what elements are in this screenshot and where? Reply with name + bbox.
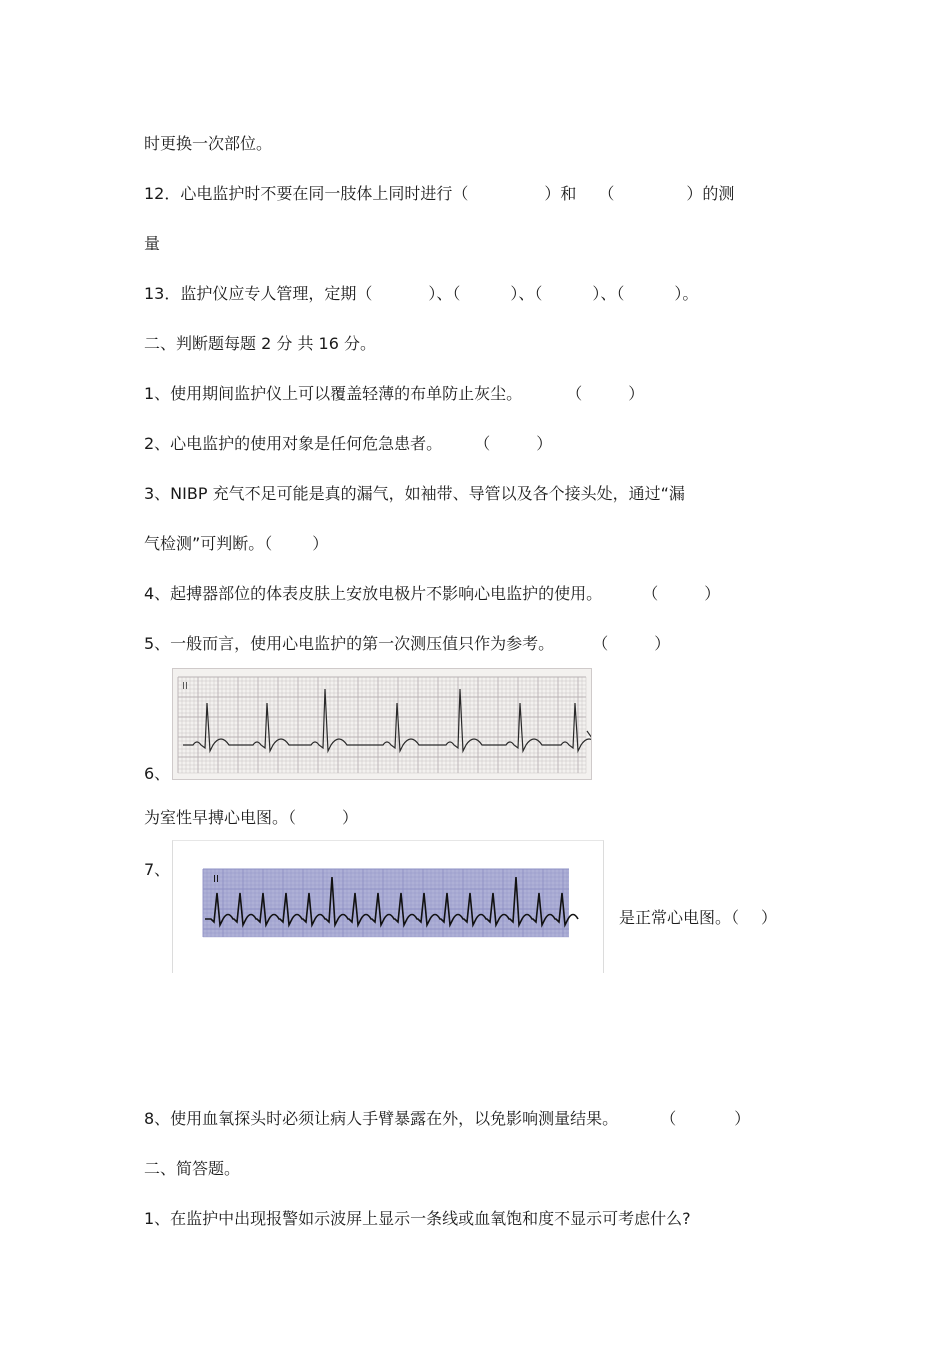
q13-text-c: ）、（ [510,284,543,303]
ecg-strip-normal [172,840,604,973]
section-heading-judgement [144,334,376,354]
ecg-image [173,669,591,779]
paren-close: ） [342,808,359,827]
judgement-6-number [144,764,170,784]
j7-text: 是正常心电图。（ [619,908,740,927]
q13-text-b: ）、（ [428,284,461,303]
line-text: 时更换一次部位。 [144,134,273,153]
q12-text-c: （ [598,184,615,203]
q12-text-b: ）和 [544,184,577,203]
paren-open: （ [660,1109,677,1128]
short-answer-1 [144,1209,691,1229]
q12-text-e: 量 [144,234,161,253]
paren-open: （ [566,384,583,403]
j5-text: 5、一般而言，使用心电监护的第一次测压值只作为参考。 [144,634,555,653]
ecg-strip-premature-beat [172,668,592,780]
judgement-8 [144,1109,750,1129]
section-title: 二、判断题每题 2 分 共 16 分。 [144,334,376,353]
ecg-image [173,841,603,973]
ecg-grid [178,677,586,773]
paren-close: ） [734,1109,751,1128]
ecg-trace [183,689,591,751]
j2-text: 2、心电监护的使用对象是任何危急患者。 [144,434,443,453]
lead-label: II [182,681,188,692]
paren-close: ） [628,384,645,403]
j7-number: 7、 [144,860,171,879]
judgement-7-number [144,860,170,880]
section-heading-short-answer [144,1159,240,1179]
lead-label: II [213,874,219,885]
paren-open: （ [592,634,609,653]
judgement-4 [144,584,720,604]
j3-text-b: 气检测”可判断。（ [144,534,273,553]
j8-text: 8、使用血氧探头时必须让病人手臂暴露在外，以免影响测量结果。 [144,1109,619,1128]
j6-number: 6、 [144,764,171,783]
q13-text-d: ）、（ [592,284,625,303]
q12-text-d: ）的测 [686,184,735,203]
question-12 [144,184,734,204]
judgement-6 [144,808,358,828]
paren-close: ） [704,584,721,603]
s1-text: 1、在监护中出现报警如示波屏上显示一条线或血氧饱和度不显示可考虑什么? [144,1209,691,1228]
q13-text-e: ）。 [674,284,699,303]
paren-open: （ [642,584,659,603]
paren-close: ） [654,634,671,653]
q13-text-a: 13．监护仪应专人管理，定期（ [144,284,373,303]
paren-close: ） [312,534,329,553]
judgement-7 [619,908,777,928]
j6-text: 为室性早搏心电图。（ [144,808,297,827]
q12-text-a: 12．心电监护时不要在同一肢体上同时进行（ [144,184,469,203]
judgement-3 [144,484,685,504]
judgement-5 [144,634,670,654]
question-12-cont [144,234,160,254]
question-13 [144,284,698,304]
j4-text: 4、起搏器部位的体表皮肤上安放电极片不影响心电监护的使用。 [144,584,603,603]
judgement-3-cont [144,534,328,554]
paren-close: ） [536,434,553,453]
judgement-2 [144,434,552,454]
section-title: 二、简答题。 [144,1159,241,1178]
j1-text: 1、使用期间监护仪上可以覆盖轻薄的布单防止灰尘。 [144,384,523,403]
j3-text: 3、NIBP 充气不足可能是真的漏气，如袖带、导管以及各个接头处，通过“漏 [144,484,685,503]
paren-open: （ [474,434,491,453]
text-line-continuation [144,134,272,154]
paren-close: ） [761,908,778,927]
judgement-1 [144,384,644,404]
